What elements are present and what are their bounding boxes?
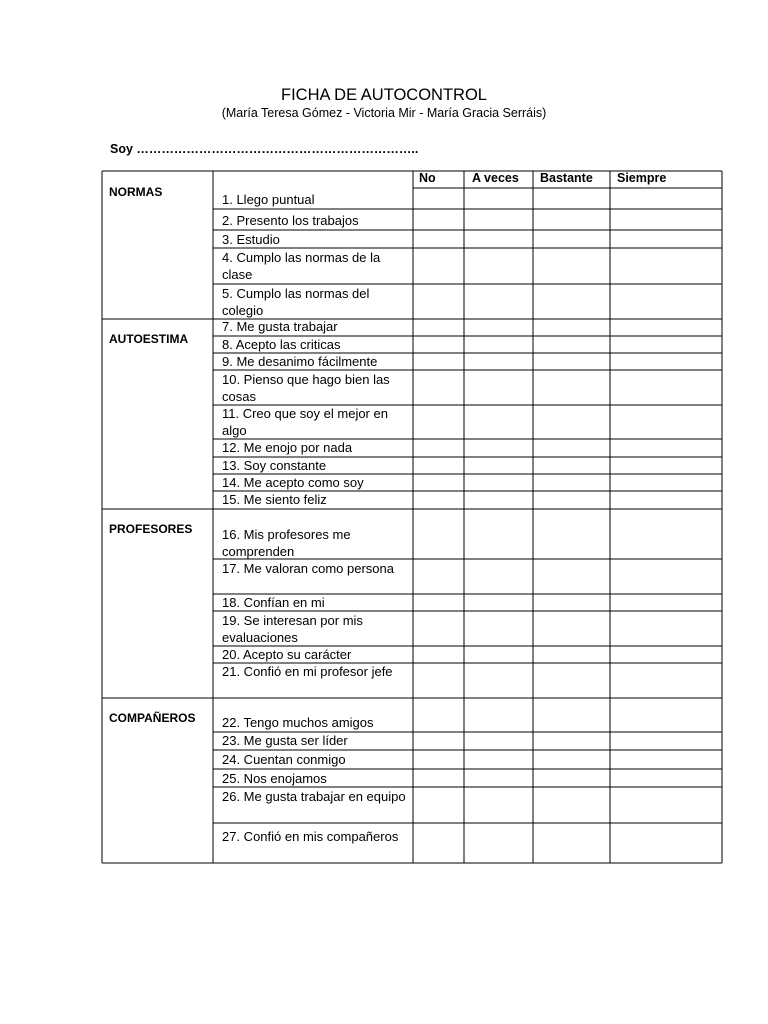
statement-item: 10. Pienso que hago bien las cosas	[222, 372, 390, 404]
answer-cell[interactable]	[611, 285, 721, 318]
statement-item: 25. Nos enojamos	[222, 771, 327, 786]
document-title: FICHA DE AUTOCONTROL	[281, 86, 487, 104]
answer-cell[interactable]	[534, 751, 609, 768]
answer-cell[interactable]	[465, 510, 532, 558]
answer-cell[interactable]	[534, 320, 609, 335]
answer-cell[interactable]	[465, 788, 532, 822]
answer-cell[interactable]	[465, 595, 532, 610]
answer-cell[interactable]	[465, 320, 532, 335]
answer-cell[interactable]	[611, 612, 721, 645]
statement-item: 8. Acepto las criticas	[222, 337, 341, 352]
answer-cell[interactable]	[414, 320, 463, 335]
answer-cell[interactable]	[414, 231, 463, 247]
answer-cell[interactable]	[534, 210, 609, 229]
answer-cell[interactable]	[414, 458, 463, 473]
statement-item: 3. Estudio	[222, 232, 280, 247]
answer-cell[interactable]	[611, 560, 721, 593]
answer-cell[interactable]	[534, 406, 609, 438]
answer-cell[interactable]	[611, 824, 721, 862]
section-label: PROFESORES	[109, 522, 193, 536]
answer-cell[interactable]	[414, 189, 463, 208]
answer-cell[interactable]	[611, 337, 721, 352]
answer-cell[interactable]	[611, 210, 721, 229]
answer-cell[interactable]	[611, 510, 721, 558]
answer-cell[interactable]	[611, 189, 721, 208]
document-subtitle: (María Teresa Gómez - Victoria Mir - María Gracia Serráis)	[221, 106, 547, 120]
answer-cell[interactable]	[611, 354, 721, 369]
answer-cell[interactable]	[534, 733, 609, 749]
answer-cell[interactable]	[611, 492, 721, 508]
statement-item: 24. Cuentan conmigo	[222, 752, 346, 767]
answer-cell[interactable]	[465, 371, 532, 404]
answer-cell[interactable]	[611, 475, 721, 490]
answer-cell[interactable]	[534, 595, 609, 610]
answer-cell[interactable]	[534, 231, 609, 247]
answer-cell[interactable]	[414, 770, 463, 786]
statement-item: 15. Me siento feliz	[222, 492, 327, 507]
answer-cell[interactable]	[465, 733, 532, 749]
answer-cell[interactable]	[611, 440, 721, 456]
section-label: NORMAS	[109, 185, 163, 199]
answer-cell[interactable]	[414, 751, 463, 768]
answer-cell[interactable]	[414, 788, 463, 822]
answer-cell[interactable]	[534, 664, 609, 697]
answer-cell[interactable]	[414, 595, 463, 610]
answer-cell[interactable]	[465, 337, 532, 352]
name-line: Soy …………………………………………………………..	[110, 142, 419, 156]
statement-item: 9. Me desanimo fácilmente	[222, 354, 378, 369]
answer-cell[interactable]	[534, 475, 609, 490]
answer-cell[interactable]	[465, 440, 532, 456]
statement-item: 21. Confió en mi profesor jefe	[222, 664, 393, 679]
answer-cell[interactable]	[414, 337, 463, 352]
answer-cell[interactable]	[465, 612, 532, 645]
answer-cell[interactable]	[465, 458, 532, 473]
answer-cell[interactable]	[534, 770, 609, 786]
column-header: A veces	[472, 171, 519, 185]
statement-item: 20. Acepto su carácter	[222, 647, 352, 662]
statement-item: 11. Creo que soy el mejor en algo	[222, 406, 388, 438]
answer-cell[interactable]	[465, 406, 532, 438]
answer-cell[interactable]	[465, 560, 532, 593]
answer-cell[interactable]	[465, 647, 532, 662]
answer-cell[interactable]	[611, 788, 721, 822]
answer-cell[interactable]	[414, 475, 463, 490]
answer-cell[interactable]	[534, 612, 609, 645]
statement-item: 5. Cumplo las normas del colegio	[222, 286, 370, 318]
answer-cell[interactable]	[414, 699, 463, 731]
answer-cell[interactable]	[534, 510, 609, 558]
statement-item: 22. Tengo muchos amigos	[222, 715, 374, 730]
answer-cell[interactable]	[414, 371, 463, 404]
answer-cell[interactable]	[611, 699, 721, 731]
answer-cell[interactable]	[534, 285, 609, 318]
statement-item: 14. Me acepto como soy	[222, 475, 364, 490]
answer-cell[interactable]	[534, 647, 609, 662]
answer-cell[interactable]	[414, 440, 463, 456]
answer-cell[interactable]	[534, 492, 609, 508]
answer-cell[interactable]	[414, 406, 463, 438]
answer-cell[interactable]	[534, 249, 609, 283]
answer-cell[interactable]	[414, 492, 463, 508]
answer-cell[interactable]	[414, 733, 463, 749]
answer-cell[interactable]	[611, 664, 721, 697]
column-header: Siempre	[617, 171, 667, 185]
statement-item: 7. Me gusta trabajar	[222, 319, 338, 334]
answer-cell[interactable]	[611, 231, 721, 247]
answer-cell[interactable]	[534, 354, 609, 369]
answer-cell[interactable]	[414, 210, 463, 229]
answer-cell[interactable]	[611, 595, 721, 610]
answer-cell[interactable]	[465, 824, 532, 862]
statement-item: 23. Me gusta ser líder	[222, 733, 348, 748]
answer-cell[interactable]	[465, 231, 532, 247]
statement-item: 16. Mis profesores me comprenden	[222, 527, 351, 559]
answer-cell[interactable]	[534, 699, 609, 731]
answer-cell[interactable]	[414, 647, 463, 662]
answer-cell[interactable]	[611, 249, 721, 283]
answer-cell[interactable]	[414, 664, 463, 697]
answer-cell[interactable]	[465, 189, 532, 208]
answer-cell[interactable]	[465, 354, 532, 369]
answer-cell[interactable]	[465, 751, 532, 768]
answer-cell[interactable]	[414, 510, 463, 558]
answer-cell[interactable]	[465, 770, 532, 786]
statement-item: 13. Soy constante	[222, 458, 327, 473]
answer-cell[interactable]	[534, 458, 609, 473]
statement-item: 1. Llego puntual	[222, 192, 315, 207]
statement-item: 27. Confió en mis compañeros	[222, 829, 399, 844]
answer-cell[interactable]	[611, 770, 721, 786]
answer-cell[interactable]	[414, 560, 463, 593]
answer-cell[interactable]	[611, 371, 721, 404]
answer-cell[interactable]	[611, 733, 721, 749]
column-header: No	[419, 171, 436, 185]
answer-cell[interactable]	[465, 664, 532, 697]
answer-cell[interactable]	[534, 824, 609, 862]
answer-cell[interactable]	[534, 189, 609, 208]
answer-cell[interactable]	[611, 751, 721, 768]
answer-cell[interactable]	[611, 406, 721, 438]
answer-cell[interactable]	[611, 458, 721, 473]
answer-cell[interactable]	[414, 612, 463, 645]
answer-cell[interactable]	[534, 440, 609, 456]
answer-cell[interactable]	[534, 560, 609, 593]
answer-cell[interactable]	[414, 824, 463, 862]
answer-cell[interactable]	[414, 285, 463, 318]
answer-cell[interactable]	[414, 249, 463, 283]
answer-cell[interactable]	[534, 788, 609, 822]
answer-cell[interactable]	[465, 699, 532, 731]
answer-cell[interactable]	[414, 354, 463, 369]
section-label: COMPAÑEROS	[109, 711, 196, 725]
statement-item: 12. Me enojo por nada	[222, 440, 353, 455]
answer-cell[interactable]	[534, 337, 609, 352]
statement-item: 18. Confían en mi	[222, 595, 325, 610]
statement-item: 17. Me valoran como persona	[222, 561, 394, 576]
answer-cell[interactable]	[465, 249, 532, 283]
answer-cell[interactable]	[611, 647, 721, 662]
answer-cell[interactable]	[465, 210, 532, 229]
answer-cell[interactable]	[534, 371, 609, 404]
answer-cell[interactable]	[465, 475, 532, 490]
section-label: AUTOESTIMA	[109, 332, 189, 346]
column-header: Bastante	[540, 171, 593, 185]
statement-item: 26. Me gusta trabajar en equipo	[222, 789, 406, 804]
answer-cell[interactable]	[465, 492, 532, 508]
statement-item: 4. Cumplo las normas de la clase	[222, 250, 381, 282]
answer-cell[interactable]	[465, 285, 532, 318]
statement-item: 2. Presento los trabajos	[222, 213, 359, 228]
statement-item: 19. Se interesan por mis evaluaciones	[222, 613, 363, 645]
answer-cell[interactable]	[611, 320, 721, 335]
